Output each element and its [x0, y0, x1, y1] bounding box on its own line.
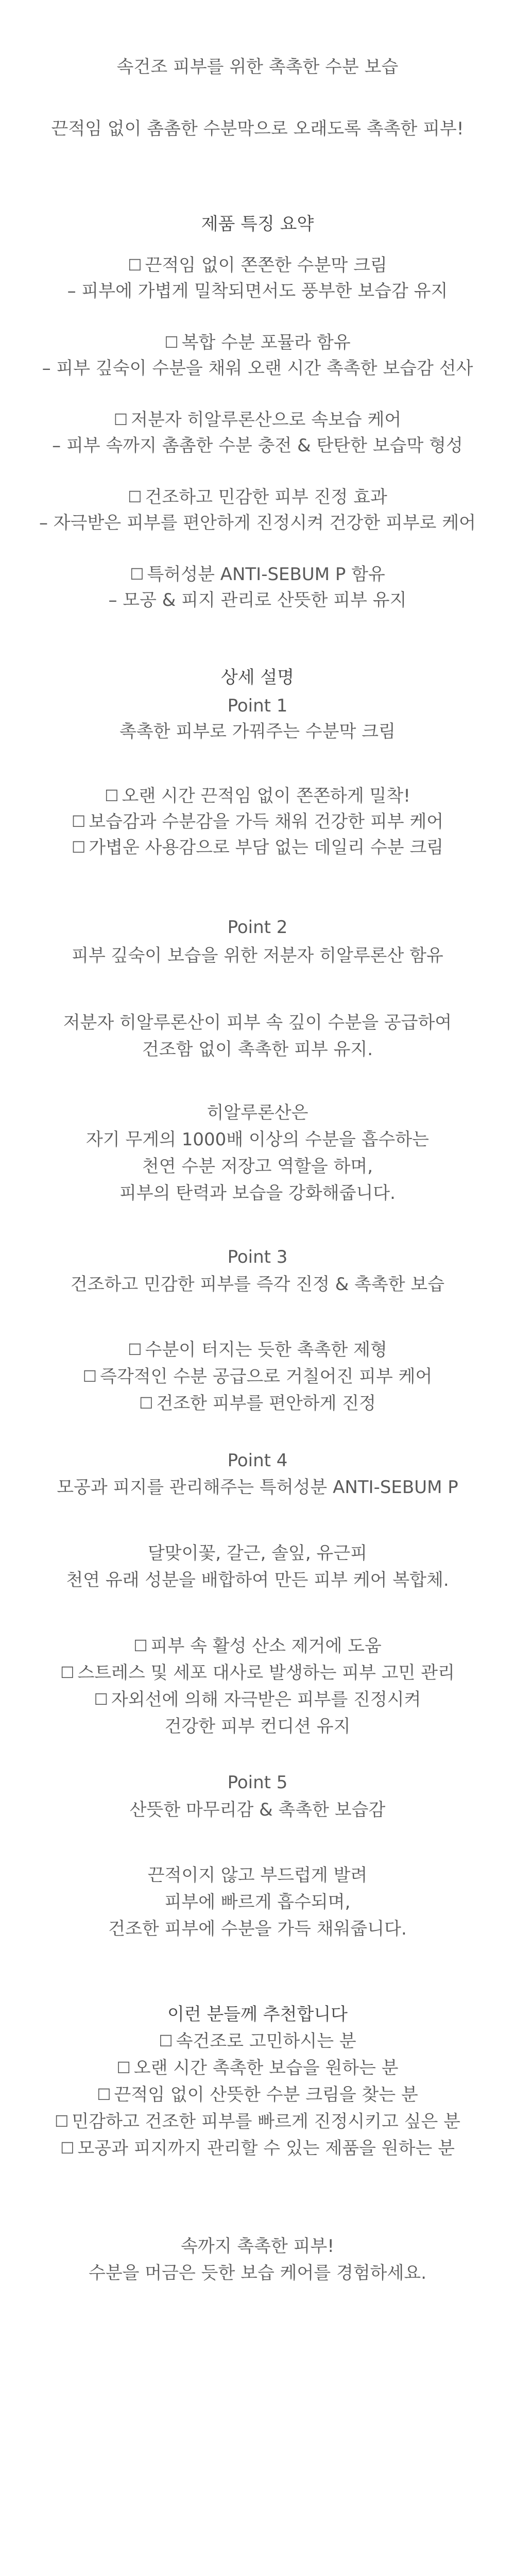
checkbox-icon: ☐ — [82, 1368, 97, 1386]
point-item: ☐ 건조한 피부를 편안하게 진정 — [139, 1393, 376, 1414]
feature-item-title: ☐ 저분자 히알루론산으로 속보습 케어 — [113, 410, 402, 430]
point-label: Point 1 — [227, 696, 288, 716]
point-paragraph: 히알루론산은 — [207, 1103, 308, 1123]
recommend-item: ☐ 끈적임 없이 산뜻한 수분 크림을 찾는 분 — [97, 2084, 418, 2105]
feature-item-desc: – 피부에 가볍게 밀착되면서도 풍부한 보습감 유지 — [67, 281, 448, 301]
checkbox-icon: ☐ — [105, 787, 119, 805]
feature-item-desc: – 모공 & 피지 관리로 산뜻한 피부 유지 — [108, 590, 407, 611]
point-paragraph: 건조한 피부에 수분을 가득 채워줍니다. — [108, 1919, 407, 1939]
recommend-heading: 이런 분들께 추천합니다 — [167, 2004, 348, 2025]
checkbox-icon: ☐ — [128, 257, 142, 275]
point-item: ☐ 피부 속 활성 산소 제거에 도움 — [133, 1636, 382, 1656]
checkbox-icon: ☐ — [94, 1691, 108, 1709]
point-paragraph: 끈적이지 않고 부드럽게 발려 — [147, 1865, 368, 1886]
checkbox-icon: ☐ — [164, 334, 179, 352]
feature-item-desc: – 피부 속까지 촘촘한 수분 충전 & 탄탄한 보습막 형성 — [52, 435, 463, 456]
feature-item-title: ☐ 특허성분 ANTI-SEBUM P 함유 — [130, 564, 385, 585]
closing-line: 수분을 머금은 듯한 보습 케어를 경험하세요. — [88, 2263, 427, 2283]
recommend-item: ☐ 모공과 피지까지 관리할 수 있는 제품을 원하는 분 — [60, 2138, 455, 2159]
closing-line: 속까지 촉촉한 피부! — [181, 2236, 334, 2257]
point-paragraph: 피부에 빠르게 흡수되며, — [164, 1892, 351, 1912]
point-label: Point 4 — [227, 1450, 288, 1471]
point-item: ☐ 스트레스 및 세포 대사로 발생하는 피부 고민 관리 — [60, 1663, 455, 1683]
point-label: Point 5 — [227, 1772, 288, 1793]
recommend-item: ☐ 속건조로 고민하시는 분 — [159, 2031, 356, 2052]
checkbox-icon: ☐ — [60, 2140, 75, 2158]
checkbox-icon: ☐ — [116, 2059, 131, 2077]
details-heading: 상세 설명 — [220, 667, 295, 688]
feature-item-title: ☐ 건조하고 민감한 피부 진정 효과 — [128, 487, 387, 507]
point-title: 건조하고 민감한 피부를 즉각 진정 & 촉촉한 보습 — [70, 1274, 445, 1295]
recommend-item: ☐ 민감하고 건조한 피부를 빠르게 진정시키고 싶은 분 — [54, 2111, 460, 2132]
features-heading: 제품 특징 요약 — [201, 214, 314, 234]
intro-tagline: 끈적임 없이 촘촘한 수분막으로 오래도록 촉촉한 피부! — [51, 118, 464, 139]
point-label: Point 3 — [227, 1247, 288, 1267]
checkbox-icon: ☐ — [71, 839, 86, 857]
checkbox-icon: ☐ — [139, 1395, 153, 1413]
point-item: ☐ 즉각적인 수분 공급으로 거칠어진 피부 케어 — [82, 1366, 433, 1387]
feature-item-title: ☐ 복합 수분 포뮬라 함유 — [164, 332, 351, 353]
point-title: 모공과 피지를 관리해주는 특허성분 ANTI-SEBUM P — [57, 1477, 458, 1498]
feature-item-desc: – 자극받은 피부를 편안하게 진정시켜 건강한 피부로 케어 — [39, 513, 476, 533]
point-paragraph: 천연 수분 저장고 역할을 하며, — [142, 1156, 373, 1177]
point-paragraph: 천연 유래 성분을 배합하여 만든 피부 케어 복합체. — [66, 1570, 449, 1590]
checkbox-icon: ☐ — [133, 1637, 148, 1655]
point-item-continued: 건강한 피부 컨디션 유지 — [164, 1716, 351, 1737]
point-item: ☐ 수분이 터지는 듯한 촉촉한 제형 — [128, 1340, 387, 1360]
checkbox-icon: ☐ — [130, 566, 144, 584]
point-paragraph: 자기 무게의 1000배 이상의 수분을 흡수하는 — [85, 1129, 430, 1150]
point-title: 촉촉한 피부로 가꿔주는 수분막 크림 — [119, 721, 396, 742]
point-paragraph: 저분자 히알루론산이 피부 속 깊이 수분을 공급하여 — [63, 1012, 452, 1033]
point-paragraph: 피부의 탄력과 보습을 강화해줍니다. — [119, 1183, 396, 1204]
point-item: ☐ 자외선에 의해 자극받은 피부를 진정시켜 — [94, 1689, 421, 1710]
point-item: ☐ 보습감과 수분감을 가득 채워 건강한 피부 케어 — [71, 811, 444, 832]
point-label: Point 2 — [227, 917, 288, 938]
point-paragraph: 건조함 없이 촉촉한 피부 유지. — [142, 1039, 373, 1060]
point-title: 산뜻한 마무리감 & 촉촉한 보습감 — [129, 1800, 386, 1820]
checkbox-icon: ☐ — [60, 1664, 75, 1682]
intro-subtitle: 속건조 피부를 위한 촉촉한 수분 보습 — [116, 57, 399, 77]
point-paragraph: 달맞이꽃, 갈근, 솔잎, 유근피 — [147, 1543, 368, 1564]
feature-item-desc: – 피부 깊숙이 수분을 채워 오랜 시간 촉촉한 보습감 선사 — [42, 358, 473, 379]
checkbox-icon: ☐ — [54, 2113, 69, 2131]
recommend-item: ☐ 오랜 시간 촉촉한 보습을 원하는 분 — [116, 2058, 399, 2078]
checkbox-icon: ☐ — [128, 1341, 142, 1359]
checkbox-icon: ☐ — [128, 488, 142, 506]
checkbox-icon: ☐ — [159, 2032, 173, 2050]
point-item: ☐ 가볍운 사용감으로 부담 없는 데일리 수분 크림 — [71, 837, 444, 858]
point-title: 피부 깊숙이 보습을 위한 저분자 히알루론산 함유 — [72, 945, 443, 966]
checkbox-icon: ☐ — [97, 2086, 111, 2104]
checkbox-icon: ☐ — [71, 813, 86, 831]
feature-item-title: ☐ 끈적임 없이 쫀쫀한 수분막 크림 — [128, 255, 387, 276]
point-item: ☐ 오랜 시간 끈적임 없이 쫀쫀하게 밀착! — [105, 786, 410, 806]
checkbox-icon: ☐ — [113, 411, 128, 429]
